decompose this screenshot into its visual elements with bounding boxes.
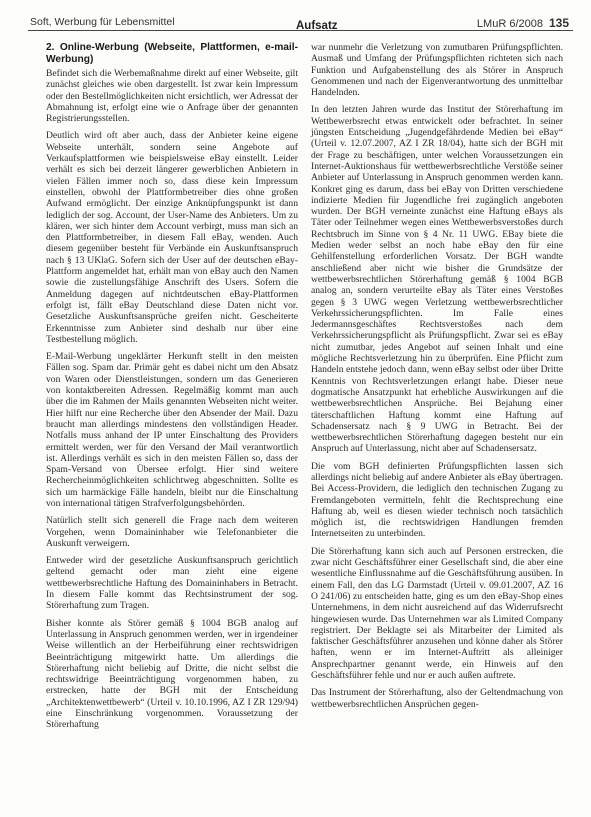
paragraph: E-Mail-Werbung ungeklärter Herkunft stellt in den meisten Fällen sog. Spam dar. Primär geht es dabei nicht um den Absatz von Waren oder Dienstleistungen, sondern um das Generieren von kontaktbereiten Adressen. Regelmäßig kommt man auch über die im Rahmen der Mails genannten Webseiten nicht weiter. Hier hilft nur eine Recherche über den Absender der Mail. Dazu braucht man allerdings mindestens den vollständigen Header. Notfalls muss anhand der IP unter Einschaltung des Providers ermittelt werden, wer für den Versand der Mail verantwortlich ist. Allerdings verhält es sich in den meisten Fällen so, dass der Spam-Versand von Übersee erfolgt. Hier sind weitere Rechercheinmöglichkeiten schlichtweg abgeschnitten. Sollte es sich um harmäckige Fälle handeln, bleibt nur die Einschaltung von international tätigen Strafverfolgungsbehörden. — [46, 351, 298, 509]
paragraph: war nunmehr die Verletzung von zumutbaren Prüfungspflichten. Ausmaß und Umfang der Prüfungspflichten richteten sich nach Funktion und Aufgabenstellung des als Störer in Anspruch Genommenen und nach der Eigenverantwortung des unmittelbar Handelnden. — [311, 42, 563, 99]
paragraph: Das Instrument der Störerhaftung, also der Geltendmachung von wettbewerbsrechtlichen Ansprüchen gegen- — [311, 687, 563, 710]
paragraph: Befindet sich die Werbemaßnahme direkt auf einer Webseite, gilt zunächst gleiches wie oben dargestellt. Ist zwar kein Impressum oder den Bestellmöglichkeiten nicht ersichtlich, wer Adressat der Abmahnung ist, erfolgt eine wie o Anfrage über der genannten Registrierungsstellen. — [46, 68, 298, 125]
paragraph: Bisher konnte als Störer gemäß § 1004 BGB analog auf Unterlassung in Anspruch genommen werden, wer in irgendeiner Weise willentlich an der Herbeiführung einer rechtswidrigen Beeinträchtigung mitgewirkt hatte. Um allerdings die Störerhaftung nicht beliebig auf Dritte, die nicht selbst die rechtswidrige Beeinträchtigung vorgenommen haben, zu erstrecken, hatte der BGH mit der Entscheidung „Architektenwettbewerb“ (Urteil v. 10.10.1996, AZ I ZR 129/94) eine Einschränkung vorgenommen. Voraussetzung der Störerhaftung — [46, 617, 298, 731]
paragraph: Deutlich wird oft aber auch, dass der Anbieter keine eigene Webseite unterhält, sondern seine Angebote auf Verkaufsplattformen wie beispielsweise eBay einstellt. Leider verhält es sich bei derzeit längerer gewerblichen Anbietern in vielen Fällen immer noch so, dass diese kein Impressum einstellen, obwohl der Plattformbetreiber dies ohne großen Aufwand ermöglicht. Der einzige Anknüpfungspunkt ist dann lediglich der sog. Account, der User-Name des Anbieters. Um zu klären, wer sich hinter dem Account verbirgt, muss man sich an den Plattformbetreiber, in diesem Fall eBay, wenden. Auch diesem gegenüber besteht für Verbände ein Auskunftsanspruch nach § 13 UKlaG. Sofern sich der User auf der deutschen eBay-Plattform angemeldet hat, erhält man von eBay auch den Namen sowie die zustellungsfähige Anschrift des Users. Sofern die Anmeldung dagegen auf nichtdeutschen eBay-Plattformen erfolgt ist, fällt eBay Deutschland diese Daten nicht vor. Gesetzliche Auskunftsansprüche greifen nicht. Gescheiterte Erkenntnisse zum Anbieter sind deshalb nur über eine Testbestellung möglich. — [46, 130, 298, 345]
header-rule — [28, 30, 573, 31]
running-title: Soft, Werbung für Lebensmittel — [30, 16, 175, 28]
paragraph: Natürlich stellt sich generell die Frage nach dem weiteren Vorgehen, wenn Domaininhaber wie Telefonanbieter die Auskunft verweigern. — [46, 515, 298, 549]
paragraph: Die vom BGH definierten Prüfungspflichten lassen sich allerdings nicht beliebig auf andere Anbieter als eBay übertragen. Bei Access-Providern, die lediglich den technischen Zugang zu Fremdangeboten vermitteln, fehlt die Rechtsprechung eine Haftung ab, weil es diesen wieder technisch noch tatsächlich möglich ist, die rechtswidrigen Handlungen fremden Internetseiten zu unterbinden. — [311, 460, 563, 540]
journal-name: LMuR 6/2008 — [476, 18, 543, 30]
journal-issue — [477, 16, 569, 30]
section-label: Aufsatz — [296, 20, 338, 32]
section-heading: 2. Online-Werbung (Webseite, Plattformen, e-mail-Werbung) — [46, 42, 298, 65]
page-number: 135 — [548, 16, 569, 30]
paragraph: In den letzten Jahren wurde das Institut der Störerhaftung im Wettbewerbsrecht etwas entwickelt oder befrachtet. In seiner jüngsten Entscheidung „Jugendgefährdende Medien bei eBay“ (Urteil v. 12.07.2007, AZ I ZR 18/04), hatte sich der BGH mit der Frage zu beschäftigen, unter welchen Voraussetzungen ein Internet-Auktionshaus für wettbewerbsrechtliche Verstöße seiner Anbieter auf Unterlassung in Anspruch genommen werden kann. Konkret ging es darum, dass bei eBay von Dritten verschiedene indizierte Medien für Jugendliche frei zugänglich angeboten wurden. Der BGH verneinte zunächst eine Haftung eBays als Täter oder Teilnehmer wegen eines Wettbewerbsverstoßes durch Rechtsbruch im Sinne von § 4 Nr. 11 UWG. EBay biete die Medien weder selbst an noch habe eBay den für eine Gehilfenstellung erforderlichen Vorsatz. Der BGH wandte anschließend aber nicht wie bisher die Grundsätze der wettbewerbsrechtlichen Störerhaftung gemäß § 1004 BGB analog an, sondern verurteilte eBay als Täter eines Verstoßes gegen § 3 UWG wegen Verletzung wettbewerbsrechtlicher Verkehrssicherungspflichten. Im Falle eines Jedermannsgeschäftes Rechtsverstoßes nach dem Verkehrssicherungspflicht als Prüfungspflicht. Zwar sei es eBay nicht zumutbar, jedes Angebot auf seinen Inhalt und eine mögliche Rechtsverletzung hin zu überprüfen. Eine Pflicht zum Handeln entstehe jedoch dann, wenn eBay selbst oder über Dritte Kenntnis von Rechtsverletzungen erlangt habe. Dieser neue dogmatische Ansatzpunkt hat erhebliche Auswirkungen auf die wettbewerbsrechtlichen Ansprüche. Bei Bejahung einer täterschaftlichen Haftung kommt eine Haftung auf Schadensersatz nach § 9 UWG in Betracht. Bei der wettbewerbsrechtlichen Störerhaftung dagegen besteht nur ein Anspruch auf Unterlassung, nicht aber auf Schadensersatz. — [311, 104, 563, 455]
paragraph: Entweder wird der gesetzliche Auskunftsanspruch gerichtlich geltend gemacht oder man zieht eine eigene wettbewerbsrechtliche Haftung des Domaininhabers in Betracht. In diesem Falle kommt das Rechtsinstrument der sog. Störerhaftung zum Tragen. — [46, 555, 298, 612]
paragraph: Die Störerhaftung kann sich auch auf Personen erstrecken, die zwar nicht Geschäftsführer einer Gesellschaft sind, die aber eine wesentliche Einflussnahme auf die Geschäftsführung ausüben. In einem Fall, den das LG Darmstadt (Urteil v. 09.01.2007, AZ 16 O 241/06) zu entscheiden hatte, ging es um den eBay-Shop eines Unternehmens, in dem nicht ausreichend auf das Widerrufsrecht hingewiesen wurde. Das Unternehmen war als Limited Company registriert. Der Beklagte sei als Mitarbeiter der Limited als faktischer Geschäftsführer anzusehen und könne daher als Störer haften, wenn er im Internet-Auftritt als alleiniger Ansprechpartner genannt werde, ein Hinweis auf den Geschäftsführer fehle und nur er auch außen auftrete. — [311, 545, 563, 682]
left-column — [46, 42, 298, 737]
right-column — [311, 42, 563, 716]
